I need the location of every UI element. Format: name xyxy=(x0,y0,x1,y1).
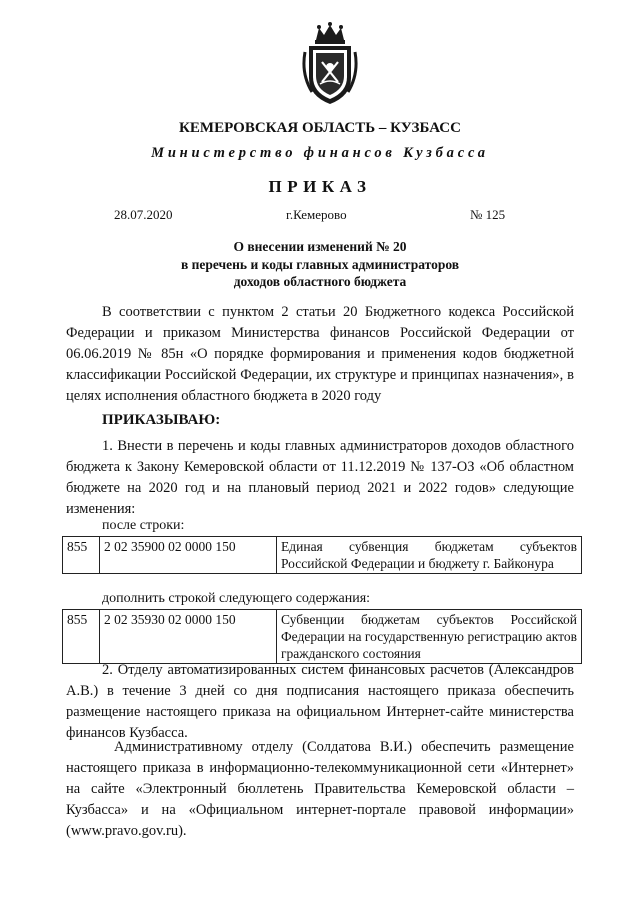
table-row xyxy=(63,537,582,574)
item-3-paragraph: Административному отделу (Солдатова В.И.) обеспечить размещение настоящего приказа в информационно-телекоммуникационной сети «Интернет» на сайте «Электронный бюллетень Правительства Кемеровской области – Кузбасса» и на «Официальном интернет-портале правовой информации» (www.pravo.gov.ru). xyxy=(66,739,574,839)
add-line-label: дополнить строкой следующего содержания: xyxy=(102,591,371,606)
document-type-title: ПРИКАЗ xyxy=(268,177,372,196)
table-row xyxy=(63,610,582,664)
subject-line-2: в перечень и коды главных администраторов xyxy=(180,256,460,272)
ministry-title: Министерство финансов Кузбасса xyxy=(151,145,489,161)
revenue-name-cell: Субвенции бюджетам субъектов Российской Федерации на государственную регистрацию актов гражданского состояния xyxy=(277,610,582,664)
preamble-paragraph: В соответствии с пунктом 2 статьи 20 Бюджетного кодекса Российской Федерации и приказом Министерства финансов Российской Федерации от 06.06.2019 № 85н «О порядке формирования и применения кодов бюджетной классификации Российской Федерации, их структуре и принципах назначения», в целях исполнения областного бюджета в 2020 году xyxy=(66,304,574,404)
document-city: г.Кемерово xyxy=(286,207,347,222)
subject-line-1: О внесении изменений № 20 xyxy=(233,239,407,254)
document-date: 28.07.2020 xyxy=(114,207,173,222)
row-before-table xyxy=(62,536,582,574)
revenue-code-cell: 2 02 35930 02 0000 150 xyxy=(100,610,277,664)
region-title: КЕМЕРОВСКАЯ ОБЛАСТЬ – КУЗБАСС xyxy=(179,120,461,136)
document-number: № 125 xyxy=(470,207,506,222)
document-subject xyxy=(0,238,640,291)
kemerovo-coat-of-arms-icon xyxy=(300,22,360,108)
revenue-name-cell: Единая субвенция бюджетам субъектов Российской Федерации и бюджету г. Байконура xyxy=(277,537,582,574)
after-line-label: после строки: xyxy=(102,518,185,533)
admin-code-cell: 855 xyxy=(63,610,100,664)
row-added-table xyxy=(62,609,582,664)
revenue-code-cell: 2 02 35900 02 0000 150 xyxy=(100,537,277,574)
subject-line-3: доходов областного бюджета xyxy=(233,274,407,289)
orders-heading: ПРИКАЗЫВАЮ: xyxy=(102,412,221,428)
item-1-paragraph: 1. Внести в перечень и коды главных администраторов доходов областного бюджета к Закону Кемеровской области от 11.12.2019 № 137-ОЗ «Об областном бюджете на 2020 год и на плановый период 2021 и 2022 годов» следующие изменения: xyxy=(66,438,574,517)
admin-code-cell: 855 xyxy=(63,537,100,574)
item-2-paragraph: 2. Отделу автоматизированных систем финансовых расчетов (Александров А.В.) в течение 3 дней со дня подписания настоящего приказа обеспечить размещение настоящего приказа на официальном Интернет-сайте министерства финансов Кузбасса. xyxy=(66,662,574,741)
